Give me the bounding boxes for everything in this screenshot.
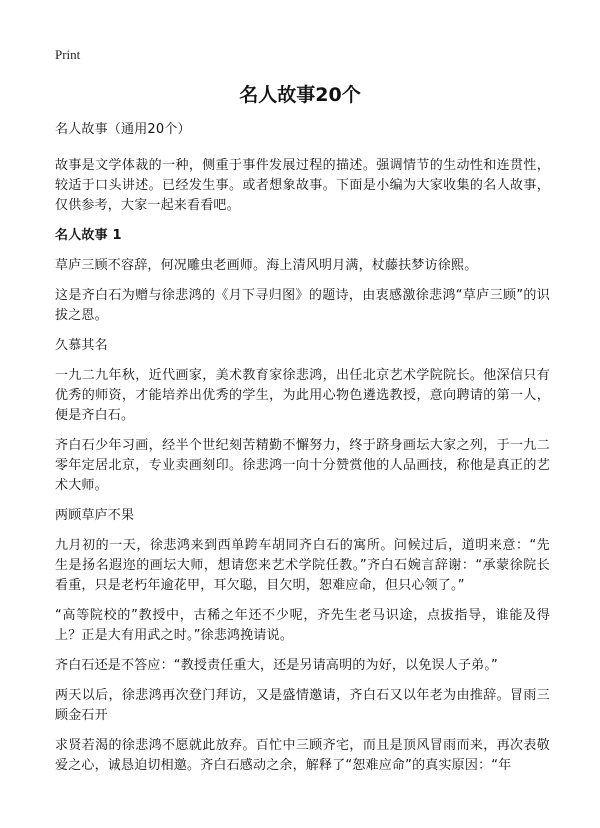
intro-paragraph: 故事是文学体裁的一种，侧重于事件发展过程的描述。强调情节的生动性和连贯性，较适于口头讲述。已经发生事。或者想象故事。下面是小编为大家收集的名人故事，仅供参考，大家一起来看看吧。: [55, 158, 550, 213]
print-link[interactable]: Print: [55, 47, 81, 62]
poem-paragraph: 草庐三顾不容辞，何况雕虫老画师。海上清风明月满，杖藤扶梦访徐熙。: [55, 258, 478, 273]
page-title: 名人故事20个: [239, 84, 361, 106]
section1-paragraph-2: 齐白石少年习画，经半个世纪刻苦精勤不懈努力，终于跻身画坛大家之列，于一九二零年定居北京，专业卖画刻印。徐悲鸿一向十分赞赏他的人品画技，称他是真正的艺术大师。: [55, 438, 550, 493]
section1-paragraph-1: 一九二九年秋，近代画家，美术教育家徐悲鸿，出任北京艺术学院院长。他深信只有优秀的师资，才能培养出优秀的学生，为此用心物色遴选教授，意向聘请的第一人，便是齐白石。: [55, 368, 550, 423]
section2-paragraph-3: 齐白石还是不答应：“教授责任重大，还是另请高明的为好，以免误人子弟。”: [55, 658, 498, 673]
article-body: [55, 120, 550, 786]
section2-paragraph-1: 九月初的一天，徐悲鸿来到西单跨车胡同齐白石的寓所。问候过后，道明来意：“先生是扬名遐迩的画坛大师，想请您来艺术学院任教。”齐白石婉言辞谢：“承蒙徐院长看重，只是老朽年逾花甲，耳欠聪，目欠明，恕难应命，但只心领了。”: [55, 538, 550, 593]
poem-note-paragraph: 这是齐白石为赠与徐悲鸿的《月下寻归图》的题诗，由衷感激徐悲鸿“草庐三顾”的识拔之恩。: [55, 288, 550, 323]
story-heading: 名人故事 1: [55, 228, 122, 243]
section2-paragraph-5: 求贤若渴的徐悲鸿不愿就此放弃。百忙中三顾齐宅，而且是顶风冒雨而来，再次表敬爱之心，诚恳迫切相邀。齐白石感动之余，解释了“恕难应命”的真实原因：“年: [55, 738, 550, 773]
section2-paragraph-2: “高等院校的”教授中，古稀之年还不少呢，齐先生老马识途，点拔指导，谁能及得上？正是大有用武之时。”徐悲鸿挽请说。: [55, 608, 550, 643]
section2-paragraph-4: 两天以后，徐悲鸿再次登门拜访，又是盛情邀请，齐白石又以年老为由推辞。冒雨三顾金石开: [55, 688, 550, 723]
article-subtitle: 名人故事（通用20个）: [55, 122, 191, 137]
section-title-1: 久慕其名: [55, 338, 108, 353]
section-title-2: 两顾草庐不果: [55, 508, 135, 523]
